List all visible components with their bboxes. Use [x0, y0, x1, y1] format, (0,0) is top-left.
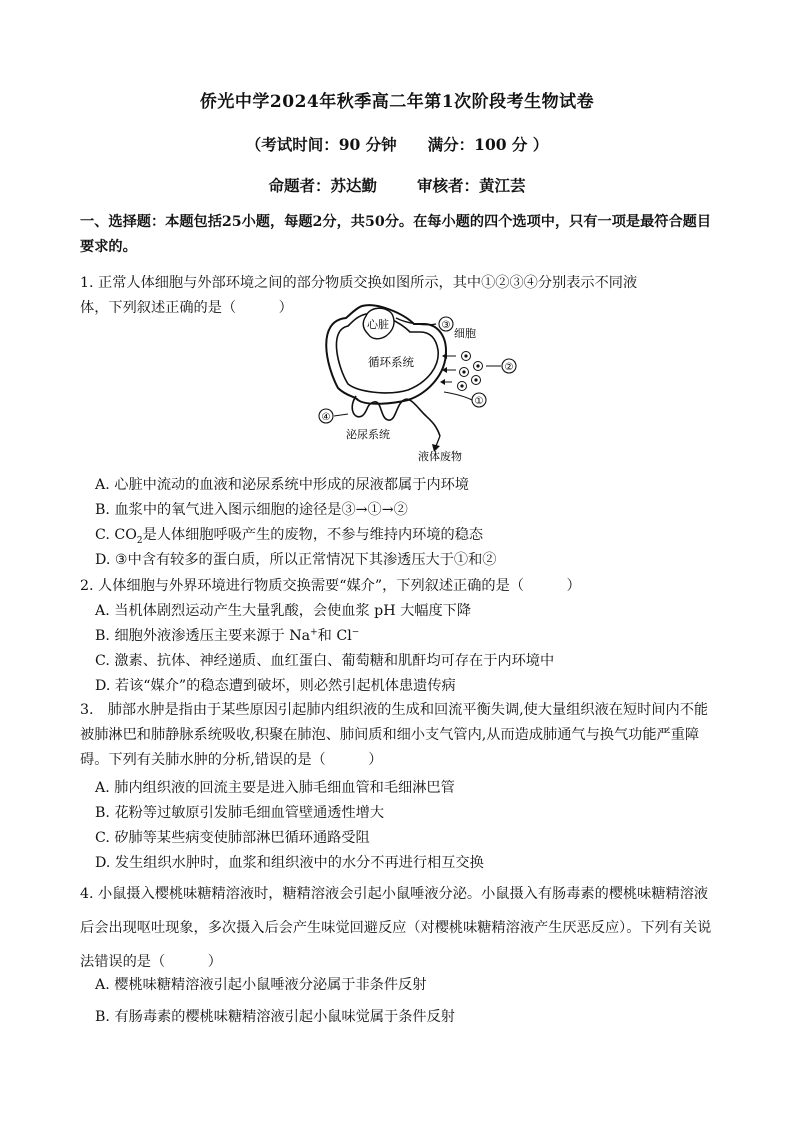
- q3-stem: 3. 肺部水肿是指由于某些原因引起肺内组织液的生成和回流平衡失调,使大量组织液在短时间内不能被肺淋巴和肺静脉系统吸收,积聚在肺泡、肺间质和细小支气管内,从而造成肺通气与换气功能严重障碍。下列有关肺水肿的分析,错误的是（ ）: [80, 702, 709, 768]
- cell-label: 细胞: [454, 327, 476, 340]
- q1-option-b: B. 血浆中的氧气进入图示细胞的途径是③→①→②: [95, 502, 408, 518]
- q3-option-c: C. 矽肺等某些病变使肺部淋巴循环通路受阻: [95, 830, 370, 846]
- q1-option-c-sub: 2: [136, 535, 143, 546]
- q4-option-a: A. 樱桃味糖精溶液引起小鼠唾液分泌属于非条件反射: [95, 977, 427, 993]
- q4-option-b: B. 有肠毒素的樱桃味糖精溶液引起小鼠味觉属于条件反射: [95, 1009, 455, 1025]
- reviewer-label: 审核者：黄江芸: [417, 176, 526, 195]
- exam-authors: [0, 174, 794, 196]
- q1-stem-line1: 1. 正常人体细胞与外部环境之间的部分物质交换如图所示，其中①②③④分别表示不同液: [80, 275, 638, 291]
- exam-time-score: （考试时间：90 分钟 满分：100 分 ）: [245, 135, 549, 154]
- marker-1: ①: [474, 396, 484, 407]
- q2-option-b-mid: 和 Cl: [317, 628, 352, 644]
- q1-option-c: [95, 524, 483, 546]
- marker-4-leader: [334, 414, 348, 416]
- marker-1-leader: [444, 392, 472, 400]
- q3-option-a: A. 肺内组织液的回流主要是进入肺毛细血管和毛细淋巴管: [95, 780, 455, 796]
- q2-option-b: [95, 625, 359, 645]
- q3-option-b: B. 花粉等过敏原引发肺毛细血管壁通透性增大: [95, 805, 385, 821]
- q3-option-d: D. 发生组织水肿时，血浆和组织液中的水分不再进行相互交换: [95, 855, 484, 871]
- q2-option-b-sup1: +: [310, 627, 318, 638]
- q1-option-c-pre: C. CO: [95, 527, 137, 543]
- q2-option-b-pre: B. 细胞外液渗透压主要来源于 Na: [95, 628, 311, 644]
- q2-option-a: A. 当机体剧烈运动产生大量乳酸，会使血浆 pH 大幅度下降: [95, 603, 472, 619]
- q1-option-d: D. ③中含有较多的蛋白质，所以正常情况下其渗透压大于①和②: [95, 552, 497, 568]
- q2-option-b-sup2: −: [351, 627, 360, 638]
- q1-stem-line2: 体，下列叙述正确的是（ ）: [80, 300, 293, 316]
- q1-option-a: A. 心脏中流动的血液和泌尿系统中形成的尿液都属于内环境: [95, 477, 469, 493]
- section-heading: 一、选择题：本题包括25小题，每题2分，共50分。在每小题的四个选项中，只有一项是最符合题目要求的。: [80, 214, 712, 255]
- urinary-label: 泌尿系统: [346, 428, 390, 441]
- circulation-label: 循环系统: [368, 355, 414, 369]
- marker-3: ③: [441, 320, 451, 331]
- q4-stem: 4. 小鼠摄入樱桃味糖精溶液时，糖精溶液会引起小鼠唾液分泌。小鼠摄入有肠毒素的樱桃味糖精溶液后会出现呕吐现象，多次摄入后会产生味觉回避反应（对樱桃味糖精溶液产生厌恶反应）。下列有关说法错误的是（ ）: [80, 886, 712, 970]
- q2-option-d: D. 若该“媒介”的稳态遭到破坏，则必然引起机体患遗传病: [95, 678, 456, 694]
- heart-label: 心脏: [367, 318, 389, 331]
- q2-stem: 2. 人体细胞与外界环境进行物质交换需要“媒介”，下列叙述正确的是（ ）: [80, 578, 581, 594]
- q1-option-c-post: 是人体细胞呼吸产生的废物，不参与维持内环境的稳态: [142, 527, 484, 543]
- waste-label: 液体废物: [418, 450, 462, 463]
- body-fluid-exchange-diagram: [296, 296, 526, 468]
- marker-2: ②: [504, 362, 514, 373]
- lymph-loop: [396, 318, 436, 325]
- exam-title: 侨光中学2024年秋季高二年第1次阶段考生物试卷: [199, 92, 595, 112]
- setter-label: 命题者：苏达勤: [268, 176, 377, 195]
- q2-option-c: C. 激素、抗体、神经递质、血红蛋白、葡萄糖和肌酐均可存在于内环境中: [95, 653, 555, 669]
- marker-4: ④: [321, 412, 331, 423]
